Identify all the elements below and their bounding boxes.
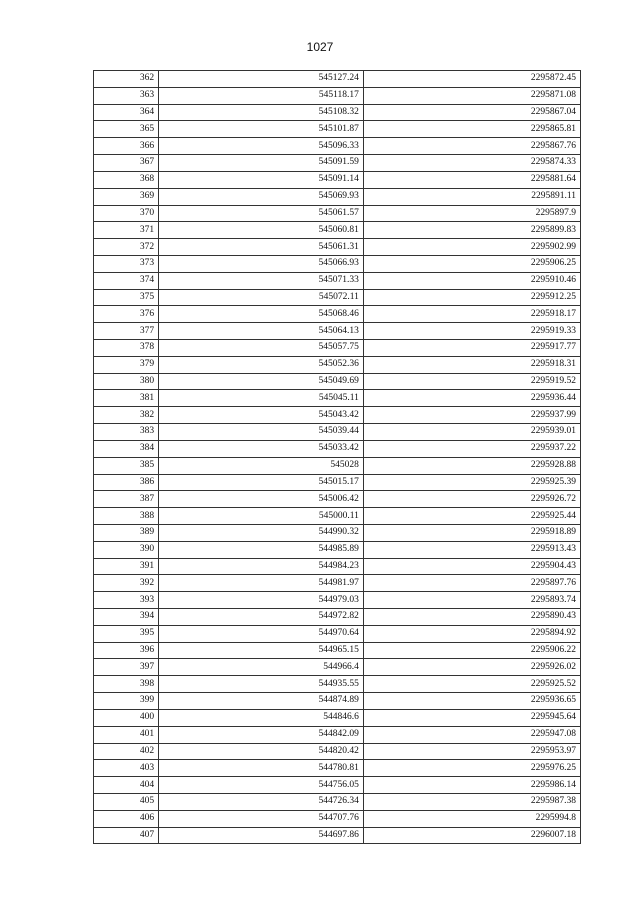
y-coordinate-cell: 2295881.64 [363,171,580,188]
table-row [94,609,581,626]
y-coordinate-cell: 2295871.08 [363,87,580,104]
x-coordinate-cell: 544965.15 [159,642,364,659]
point-number-cell: 401 [94,726,159,743]
point-number-cell: 399 [94,693,159,710]
y-coordinate-cell: 2295937.99 [363,407,580,424]
y-coordinate-cell: 2295893.74 [363,592,580,609]
y-coordinate-cell: 2295906.22 [363,642,580,659]
point-number-cell: 395 [94,625,159,642]
x-coordinate-cell: 544984.23 [159,558,364,575]
y-coordinate-cell: 2295953.97 [363,743,580,760]
table-row [94,407,581,424]
y-coordinate-cell: 2295987.38 [363,793,580,810]
y-coordinate-cell: 2295947.08 [363,726,580,743]
y-coordinate-cell: 2295912.25 [363,289,580,306]
point-number-cell: 384 [94,440,159,457]
table-row [94,508,581,525]
point-number-cell: 390 [94,541,159,558]
point-number-cell: 381 [94,390,159,407]
x-coordinate-cell: 545061.31 [159,239,364,256]
table-row [94,138,581,155]
y-coordinate-cell: 2295926.72 [363,491,580,508]
y-coordinate-cell: 2295925.52 [363,676,580,693]
x-coordinate-cell: 545066.93 [159,255,364,272]
y-coordinate-cell: 2295865.81 [363,121,580,138]
table-row [94,155,581,172]
x-coordinate-cell: 545091.14 [159,171,364,188]
x-coordinate-cell: 544985.89 [159,541,364,558]
x-coordinate-cell: 544979.03 [159,592,364,609]
table-row [94,104,581,121]
table-row [94,709,581,726]
x-coordinate-cell: 545091.59 [159,155,364,172]
point-number-cell: 407 [94,827,159,844]
point-number-cell: 394 [94,609,159,626]
x-coordinate-cell: 544981.97 [159,575,364,592]
y-coordinate-cell: 2295917.77 [363,340,580,357]
table-row [94,205,581,222]
point-number-cell: 388 [94,508,159,525]
x-coordinate-cell: 544756.05 [159,777,364,794]
y-coordinate-cell: 2295925.39 [363,474,580,491]
point-number-cell: 371 [94,222,159,239]
point-number-cell: 367 [94,155,159,172]
y-coordinate-cell: 2295918.31 [363,356,580,373]
x-coordinate-cell: 545060.81 [159,222,364,239]
point-number-cell: 393 [94,592,159,609]
y-coordinate-cell: 2295919.33 [363,323,580,340]
coordinate-table [93,70,581,844]
point-number-cell: 383 [94,424,159,441]
point-number-cell: 377 [94,323,159,340]
x-coordinate-cell: 545108.32 [159,104,364,121]
table-row [94,340,581,357]
y-coordinate-cell: 2295986.14 [363,777,580,794]
point-number-cell: 379 [94,356,159,373]
point-number-cell: 405 [94,793,159,810]
y-coordinate-cell: 2295874.33 [363,155,580,172]
table-row [94,676,581,693]
table-row [94,541,581,558]
point-number-cell: 398 [94,676,159,693]
y-coordinate-cell: 2296007.18 [363,827,580,844]
y-coordinate-cell: 2295918.17 [363,306,580,323]
y-coordinate-cell: 2295926.02 [363,659,580,676]
y-coordinate-cell: 2295939.01 [363,424,580,441]
x-coordinate-cell: 545127.24 [159,71,364,88]
point-number-cell: 386 [94,474,159,491]
x-coordinate-cell: 545064.13 [159,323,364,340]
y-coordinate-cell: 2295891.11 [363,188,580,205]
table-row [94,575,581,592]
point-number-cell: 400 [94,709,159,726]
x-coordinate-cell: 544780.81 [159,760,364,777]
point-number-cell: 366 [94,138,159,155]
point-number-cell: 403 [94,760,159,777]
point-number-cell: 363 [94,87,159,104]
x-coordinate-cell: 545057.75 [159,340,364,357]
y-coordinate-cell: 2295994.8 [363,810,580,827]
y-coordinate-cell: 2295897.9 [363,205,580,222]
x-coordinate-cell: 545071.33 [159,272,364,289]
x-coordinate-cell: 545033.42 [159,440,364,457]
table-row [94,592,581,609]
coordinate-table-body [94,71,581,844]
table-row [94,323,581,340]
y-coordinate-cell: 2295897.76 [363,575,580,592]
y-coordinate-cell: 2295937.22 [363,440,580,457]
table-row [94,239,581,256]
table-row [94,524,581,541]
y-coordinate-cell: 2295913.43 [363,541,580,558]
x-coordinate-cell: 545061.57 [159,205,364,222]
x-coordinate-cell: 545006.42 [159,491,364,508]
y-coordinate-cell: 2295918.89 [363,524,580,541]
x-coordinate-cell: 544970.64 [159,625,364,642]
y-coordinate-cell: 2295902.99 [363,239,580,256]
y-coordinate-cell: 2295925.44 [363,508,580,525]
table-row [94,390,581,407]
point-number-cell: 397 [94,659,159,676]
point-number-cell: 406 [94,810,159,827]
point-number-cell: 368 [94,171,159,188]
point-number-cell: 389 [94,524,159,541]
x-coordinate-cell: 545045.11 [159,390,364,407]
table-row [94,810,581,827]
table-row [94,356,581,373]
x-coordinate-cell: 544966.4 [159,659,364,676]
y-coordinate-cell: 2295890.43 [363,609,580,626]
x-coordinate-cell: 544726.34 [159,793,364,810]
point-number-cell: 370 [94,205,159,222]
table-row [94,424,581,441]
table-row [94,474,581,491]
x-coordinate-cell: 544935.55 [159,676,364,693]
y-coordinate-cell: 2295867.04 [363,104,580,121]
x-coordinate-cell: 545068.46 [159,306,364,323]
y-coordinate-cell: 2295976.25 [363,760,580,777]
x-coordinate-cell: 545101.87 [159,121,364,138]
table-row [94,289,581,306]
table-row [94,693,581,710]
y-coordinate-cell: 2295867.76 [363,138,580,155]
x-coordinate-cell: 545072.11 [159,289,364,306]
point-number-cell: 362 [94,71,159,88]
y-coordinate-cell: 2295919.52 [363,373,580,390]
table-row [94,827,581,844]
point-number-cell: 369 [94,188,159,205]
x-coordinate-cell: 545028 [159,457,364,474]
x-coordinate-cell: 544707.76 [159,810,364,827]
table-row [94,659,581,676]
point-number-cell: 376 [94,306,159,323]
table-row [94,306,581,323]
x-coordinate-cell: 544846.6 [159,709,364,726]
table-row [94,171,581,188]
y-coordinate-cell: 2295899.83 [363,222,580,239]
x-coordinate-cell: 545015.17 [159,474,364,491]
y-coordinate-cell: 2295872.45 [363,71,580,88]
y-coordinate-cell: 2295928.88 [363,457,580,474]
table-row [94,272,581,289]
y-coordinate-cell: 2295945.64 [363,709,580,726]
x-coordinate-cell: 545043.42 [159,407,364,424]
table-row [94,777,581,794]
point-number-cell: 380 [94,373,159,390]
x-coordinate-cell: 544820.42 [159,743,364,760]
x-coordinate-cell: 545069.93 [159,188,364,205]
x-coordinate-cell: 544990.32 [159,524,364,541]
point-number-cell: 375 [94,289,159,306]
x-coordinate-cell: 545000.11 [159,508,364,525]
table-row [94,793,581,810]
table-row [94,71,581,88]
point-number-cell: 385 [94,457,159,474]
x-coordinate-cell: 544842.09 [159,726,364,743]
x-coordinate-cell: 544697.86 [159,827,364,844]
point-number-cell: 365 [94,121,159,138]
point-number-cell: 392 [94,575,159,592]
point-number-cell: 372 [94,239,159,256]
table-row [94,222,581,239]
x-coordinate-cell: 545118.17 [159,87,364,104]
table-row [94,558,581,575]
table-row [94,440,581,457]
table-row [94,188,581,205]
y-coordinate-cell: 2295910.46 [363,272,580,289]
table-row [94,87,581,104]
point-number-cell: 382 [94,407,159,424]
table-row [94,491,581,508]
x-coordinate-cell: 545049.69 [159,373,364,390]
point-number-cell: 378 [94,340,159,357]
point-number-cell: 387 [94,491,159,508]
x-coordinate-cell: 545039.44 [159,424,364,441]
table-row [94,121,581,138]
table-row [94,726,581,743]
page-number: 1027 [306,40,334,54]
y-coordinate-cell: 2295936.65 [363,693,580,710]
point-number-cell: 396 [94,642,159,659]
y-coordinate-cell: 2295906.25 [363,255,580,272]
x-coordinate-cell: 544972.82 [159,609,364,626]
point-number-cell: 402 [94,743,159,760]
table-row [94,255,581,272]
table-row [94,457,581,474]
point-number-cell: 364 [94,104,159,121]
table-row [94,373,581,390]
point-number-cell: 373 [94,255,159,272]
table-row [94,760,581,777]
table-row [94,625,581,642]
y-coordinate-cell: 2295936.44 [363,390,580,407]
x-coordinate-cell: 545052.36 [159,356,364,373]
table-row [94,743,581,760]
x-coordinate-cell: 544874.89 [159,693,364,710]
y-coordinate-cell: 2295894.92 [363,625,580,642]
table-row [94,642,581,659]
point-number-cell: 374 [94,272,159,289]
point-number-cell: 391 [94,558,159,575]
point-number-cell: 404 [94,777,159,794]
x-coordinate-cell: 545096.33 [159,138,364,155]
y-coordinate-cell: 2295904.43 [363,558,580,575]
